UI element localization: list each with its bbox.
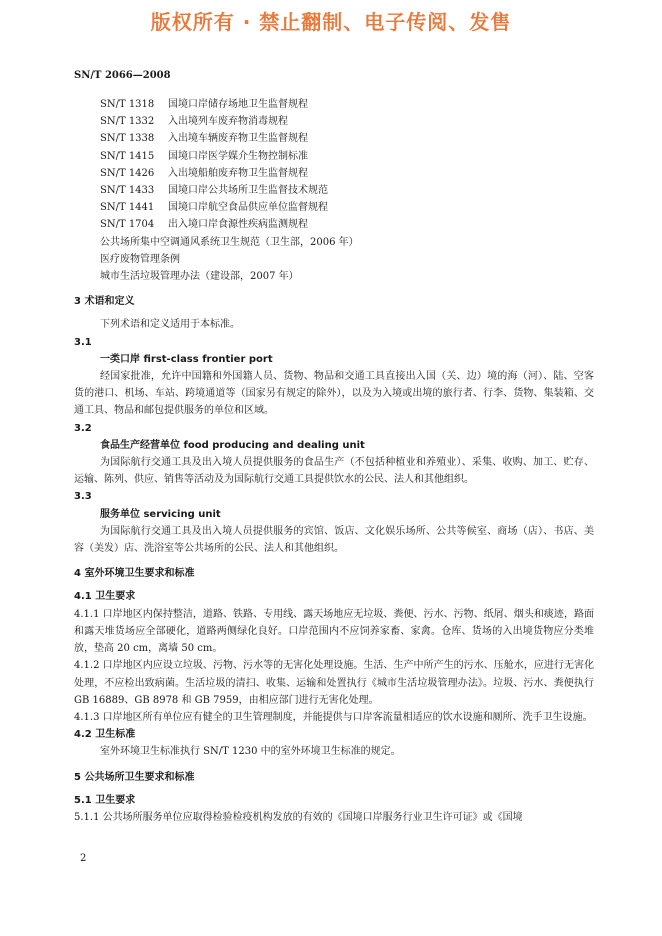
clause-4-1-1: 4.1.1 口岸地区内保持整洁，道路、铁路、专用线、露天场地应无垃圾、粪便、污水、污物、纸屑、烟头和痰迹，路面和露天堆货场应全部硬化，道路两侧绿化良好。口岸范围内不应饲养家畜、家禽。仓库、货场的入出境货物应分类堆放，垫高 20 cm，离墙 50 cm。 [74, 608, 594, 655]
reference-title: 出入境口岸食源性疾病监测规程 [168, 219, 308, 231]
subsection-4-1-heading: 4.1 卫生要求 [74, 591, 136, 603]
reference-item [74, 113, 594, 130]
reference-title: 国境口岸医学媒介生物控制标准 [168, 150, 308, 162]
clause-5-1-1: 5.1.1 公共场所服务单位应取得检验检疫机构发放的有效的《国境口岸服务行业卫生许可证》或《国境 [74, 811, 523, 823]
other-reference: 医疗废物管理条例 [100, 253, 180, 265]
reference-list [74, 96, 594, 285]
term-entry [74, 488, 594, 557]
reference-item [74, 216, 594, 233]
clause-4-1-3: 4.1.3 口岸地区所有单位应有健全的卫生管理制度，并能提供与口岸客流量相适应的饮水设施和厕所、洗手卫生设施。 [74, 711, 593, 723]
reference-title: 国境口岸公共场所卫生监督技术规范 [168, 185, 328, 197]
term-number: 3.1 [74, 336, 92, 348]
reference-item [74, 199, 594, 216]
reference-item [74, 130, 594, 147]
section-3-heading: 3 术语和定义 [74, 296, 135, 308]
reference-code: SN/T 1332 [100, 116, 155, 128]
reference-code: SN/T 1426 [100, 167, 155, 179]
document-body [74, 96, 594, 826]
term-definition: 经国家批准，允许中国籍和外国籍人员、货物、物品和交通工具直接出入国（关、边）境的海（河）、陆、空客货的港口、机场、车站、跨境通道等（国家另有规定的除外），以及为入境或出境的旅行者、行李、货物、集装箱、交通工具、物品和邮包提供服务的单位和区域。 [74, 371, 594, 417]
term-name: 服务单位 servicing unit [100, 508, 221, 520]
copyright-banner: 版权所有 · 禁止翻制、电子传阅、发售 [150, 10, 512, 34]
reference-title: 国境口岸航空食品供应单位监督规程 [168, 202, 328, 214]
term-number: 3.2 [74, 422, 92, 434]
section-4-heading: 4 室外环境卫生要求和标准 [74, 568, 195, 580]
term-definition: 为国际航行交通工具及出入境人员提供服务的食品生产（不包括种植业和养殖业）、采集、收购、加工、贮存、运输、陈列、供应、销售等活动及为国际航行交通工具提供饮水的公民、法人和其他组织。 [74, 457, 594, 486]
subsection-4-2-heading: 4.2 卫生标准 [74, 729, 136, 741]
term-name: 食品生产经营单位 food producing and dealing unit [100, 439, 365, 451]
reference-title: 国境口岸储存场地卫生监督规程 [168, 99, 308, 110]
reference-code: SN/T 1318 [100, 99, 155, 110]
reference-title: 入出境车辆废弃物卫生监督规程 [168, 133, 308, 145]
reference-code: SN/T 1415 [100, 150, 155, 162]
clause-4-1-2: 4.1.2 口岸地区内应设立垃圾、污物、污水等的无害化处理设施。生活、生产中所产生的污水、压舱水，应进行无害化处理，不应检出致病菌。生活垃圾的清扫、收集、运输和处置执行《城市生活垃圾管理办法》。垃圾、污水、粪便执行 GB 16889、GB 8978 和 GB 7959，由相应部门进行无害化处理。 [74, 660, 594, 706]
term-entry [74, 420, 594, 489]
page-number: 2 [80, 853, 87, 864]
reference-title: 入出境船舶废弃物卫生监督规程 [168, 167, 308, 179]
reference-title: 入出境列车废弃物消毒规程 [168, 116, 288, 128]
reference-code: SN/T 1704 [100, 219, 155, 231]
term-name: 一类口岸 first-class frontier port [100, 353, 273, 365]
reference-code: SN/T 1433 [100, 185, 155, 197]
section-5-heading: 5 公共场所卫生要求和标准 [74, 771, 195, 783]
reference-item [74, 165, 594, 182]
reference-code: SN/T 1441 [100, 202, 155, 214]
standard-number: SN/T 2066—2008 [74, 70, 171, 81]
subsection-4-2-text: 室外环境卫生标准执行 SN/T 1230 中的室外环境卫生标准的规定。 [100, 746, 401, 758]
reference-item [74, 182, 594, 199]
reference-item [74, 148, 594, 165]
reference-code: SN/T 1338 [100, 133, 155, 145]
term-number: 3.3 [74, 491, 92, 503]
section-3-intro: 下列术语和定义适用于本标准。 [100, 319, 240, 331]
other-reference: 公共场所集中空调通风系统卫生规范（卫生部，2006 年） [100, 236, 359, 248]
reference-item [74, 96, 594, 113]
term-entry [74, 334, 594, 420]
term-definition: 为国际航行交通工具及出入境人员提供服务的宾馆、饭店、文化娱乐场所、公共等候室、商场（店）、书店、美容（美发）店、洗浴室等公共场所的公民、法人和其他组织。 [74, 525, 594, 555]
subsection-5-1-heading: 5.1 卫生要求 [74, 794, 136, 806]
other-reference: 城市生活垃圾管理办法（建设部，2007 年） [100, 271, 299, 283]
